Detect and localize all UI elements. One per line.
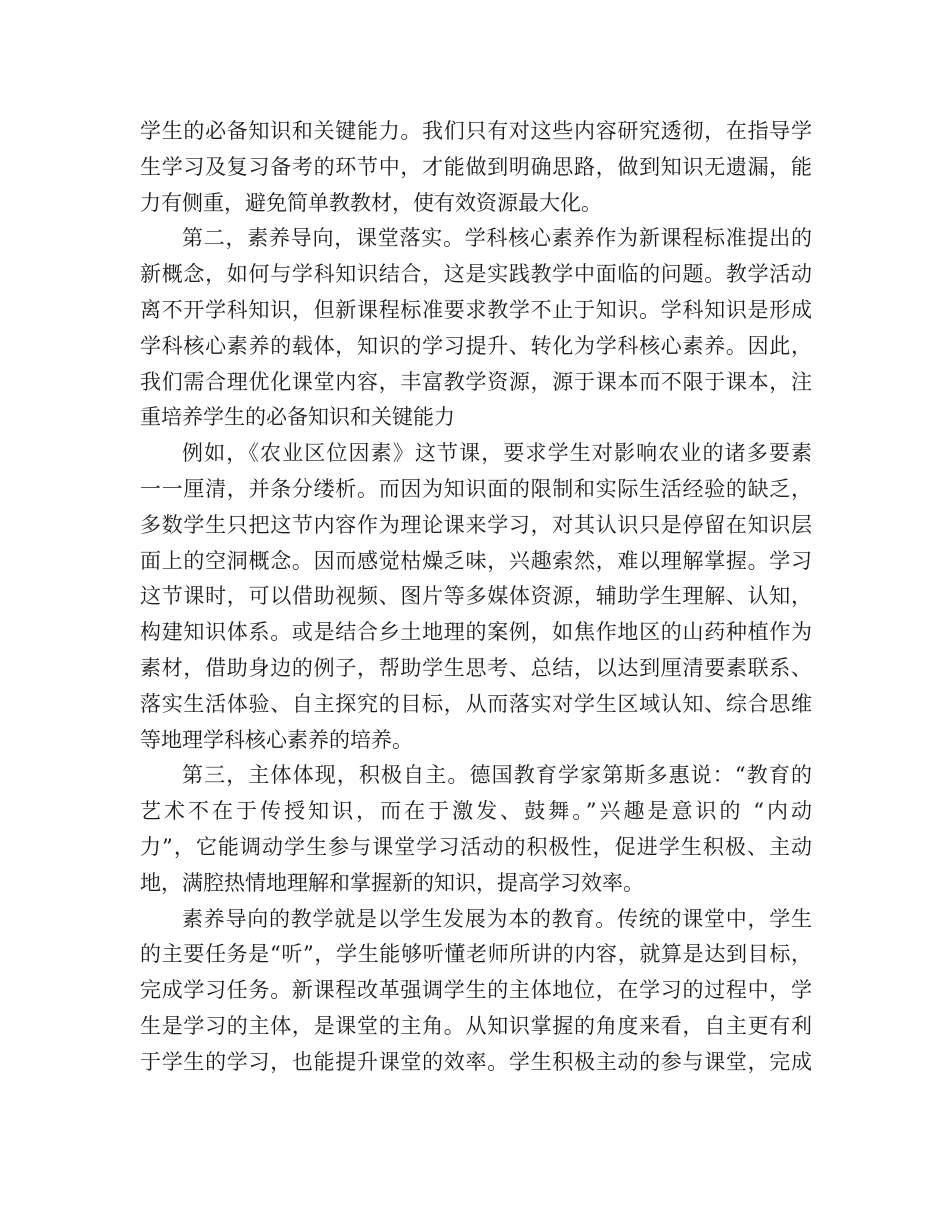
text-line: 重培养学生的必备知识和关键能力 [140, 405, 455, 430]
text-line: 力”，它能调动学生参与课堂学习活动的积极性，促进学生积极、主动 [140, 834, 812, 859]
text-line: 面上的空洞概念。因而感觉枯燥乏味，兴趣索然，难以理解掌握。学习 [140, 548, 812, 573]
text-line: 新概念，如何与学科知识结合，这是实践教学中面临的问题。教学活动 [140, 262, 812, 287]
text-line: 例如，《农业区位因素》这节课，要求学生对影响农业的诸多要素 [182, 441, 812, 466]
text-line: 我们需合理优化课堂内容，丰富教学资源，源于课本而不限于课本，注 [140, 369, 812, 394]
text-line: 的主要任务是“听”，学生能够听懂老师所讲的内容，就算是达到目标， [140, 942, 812, 967]
text-line: 地，满腔热情地理解和掌握新的知识，提高学习效率。 [140, 870, 644, 895]
text-line: 艺术不在于传授知识，而在于激发、鼓舞。”兴趣是意识的 “内动 [140, 799, 812, 824]
text-line: 素材，借助身边的例子，帮助学生思考、总结，以达到厘清要素联系、 [140, 655, 812, 680]
text-line: 落实生活体验、自主探究的目标，从而落实对学生区域认知、综合思维 [140, 691, 812, 716]
text-line: 多数学生只把这节内容作为理论课来学习，对其认识只是停留在知识层 [140, 512, 812, 537]
text-line: 学科核心素养的载体，知识的学习提升、转化为学科核心素养。因此， [140, 333, 812, 358]
text-line: 等地理学科核心素养的培养。 [140, 727, 413, 752]
text-line: 素养导向的教学就是以学生发展为本的教育。传统的课堂中，学生 [182, 906, 812, 931]
text-line: 这节课时，可以借助视频、图片等多媒体资源，辅助学生理解、认知， [140, 584, 812, 609]
text-line: 一一厘清，并条分缕析。而因为知识面的限制和实际生活经验的缺乏， [140, 476, 812, 501]
text-line: 生学习及复习备考的环节中，才能做到明确思路，做到知识无遗漏，能 [140, 154, 812, 179]
text-line: 生是学习的主体，是课堂的主角。从知识掌握的角度来看，自主更有利 [140, 1013, 812, 1038]
text-line: 完成学习任务。新课程改革强调学生的主体地位，在学习的过程中，学 [140, 978, 812, 1003]
document-body-text [140, 114, 812, 1081]
text-line: 第二，素养导向，课堂落实。学科核心素养作为新课程标准提出的 [182, 226, 812, 251]
text-line: 第三，主体体现，积极自主。德国教育学家第斯多惠说：“教育的 [182, 763, 812, 788]
text-line: 学生的必备知识和关键能力。我们只有对这些内容研究透彻，在指导学 [140, 119, 812, 143]
text-line: 构建知识体系。或是结合乡土地理的案例，如焦作地区的山药种植作为 [140, 620, 812, 645]
text-line: 力有侧重，避免简单教教材，使有效资源最大化。 [140, 190, 602, 215]
text-line: 离不开学科知识，但新课程标准要求教学不止于知识。学科知识是形成 [140, 297, 812, 322]
text-line: 于学生的学习，也能提升课堂的效率。学生积极主动的参与课堂，完成 [140, 1049, 812, 1074]
